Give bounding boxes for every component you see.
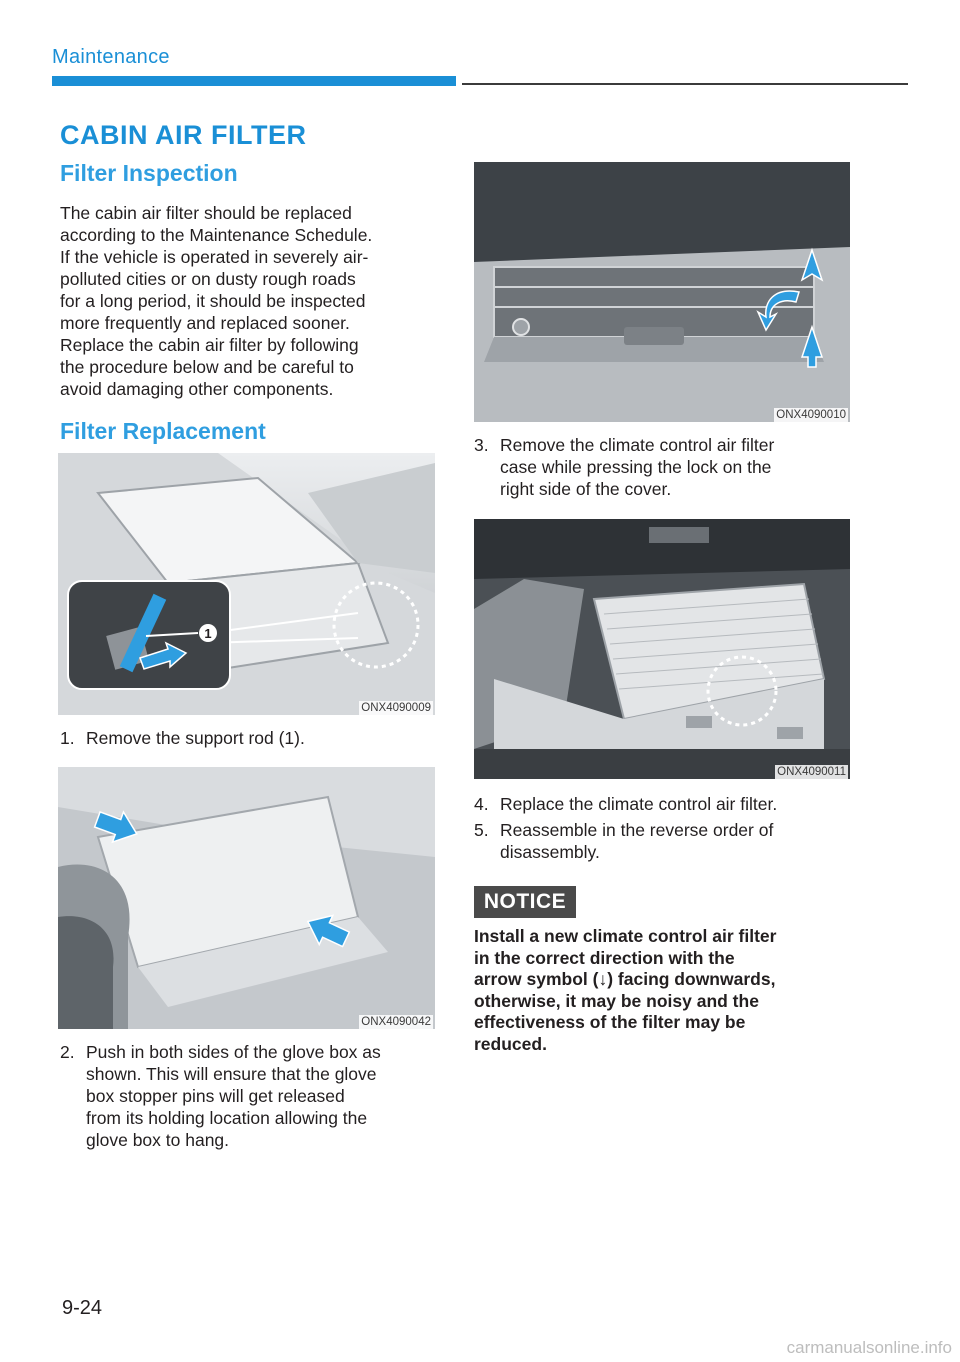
step-number: 3.: [474, 435, 489, 455]
paragraph-line: Replace the cabin air filter by following: [60, 335, 359, 355]
figure-glove-box-push: [58, 767, 435, 1029]
step-line: Push in both sides of the glove box as: [86, 1042, 381, 1062]
step-text: [500, 793, 777, 815]
notice-text: [474, 926, 834, 1055]
figure-code: ONX4090009: [361, 702, 431, 714]
step-line: shown. This will ensure that the glove: [86, 1064, 377, 1084]
paragraph-line: avoid damaging other components.: [60, 379, 334, 399]
notice-line: effectiveness of the filter may be: [474, 1012, 746, 1032]
callout-number: 1: [204, 626, 212, 641]
page-number: 9-24: [62, 1297, 103, 1319]
paragraph-line: according to the Maintenance Schedule.: [60, 225, 373, 245]
figure-replace-filter: [474, 519, 850, 779]
paragraph-line: The cabin air filter should be replaced: [60, 203, 352, 223]
inspection-heading: Filter Inspection: [60, 160, 238, 186]
notice-line: otherwise, it may be noisy and the: [474, 990, 759, 1011]
notice-line: Install a new climate control air filter: [474, 926, 777, 946]
notice-line: in the correct direction with the: [474, 947, 735, 968]
header-accent-bar: [52, 76, 456, 86]
inspection-paragraph: [60, 202, 372, 400]
figure-code: ONX4090042: [361, 1016, 431, 1028]
step-number: 4.: [474, 794, 489, 814]
notice-label: NOTICE: [474, 886, 576, 918]
step-line: Remove the support rod (1).: [86, 728, 305, 748]
filter-case-illustration: [474, 162, 850, 422]
step-text: [86, 727, 305, 749]
step-text: [500, 819, 773, 863]
support-rod-illustration: [58, 453, 435, 715]
figure-filter-case-lock: [474, 162, 850, 422]
step-line: disassembly.: [500, 842, 600, 862]
step-line: Remove the climate control air filter: [500, 435, 775, 455]
running-header: Maintenance: [52, 46, 170, 68]
step-line: case while pressing the lock on the: [500, 457, 772, 477]
figure-support-rod: [58, 453, 435, 715]
air-filter-illustration: [474, 519, 850, 779]
step-line: Replace the climate control air filter.: [500, 794, 778, 814]
replacement-heading: Filter Replacement: [60, 418, 266, 444]
step-line: from its holding location allowing the: [86, 1108, 368, 1128]
glove-box-illustration: [58, 767, 435, 1029]
figure-code: ONX4090011: [777, 766, 846, 778]
notice-line: arrow symbol (↓) facing downwards,: [474, 969, 776, 989]
step-number: 2.: [60, 1042, 75, 1062]
paragraph-line: If the vehicle is operated in severely air-: [60, 247, 369, 267]
notice-line: reduced.: [474, 1033, 547, 1054]
step-line: right side of the cover.: [500, 479, 672, 499]
section-title: CABIN AIR FILTER: [60, 120, 307, 150]
step-line: box stopper pins will get released: [86, 1086, 345, 1106]
paragraph-line: more frequently and replaced sooner.: [60, 313, 350, 333]
step-line: glove box to hang.: [86, 1130, 230, 1150]
paragraph-line: for a long period, it should be inspected: [60, 291, 366, 311]
step-number: 1.: [60, 728, 75, 748]
header-rule: [462, 83, 908, 85]
paragraph-line: the procedure below and be careful to: [60, 357, 354, 377]
paragraph-line: polluted cities or on dusty rough roads: [60, 269, 356, 289]
figure-code: ONX4090010: [776, 409, 846, 421]
step-line: Reassemble in the reverse order of: [500, 820, 774, 840]
watermark: carmanualsonline.info: [786, 1338, 952, 1357]
step-number: 5.: [474, 820, 489, 840]
step-text: [500, 434, 774, 500]
step-text: [86, 1041, 381, 1151]
